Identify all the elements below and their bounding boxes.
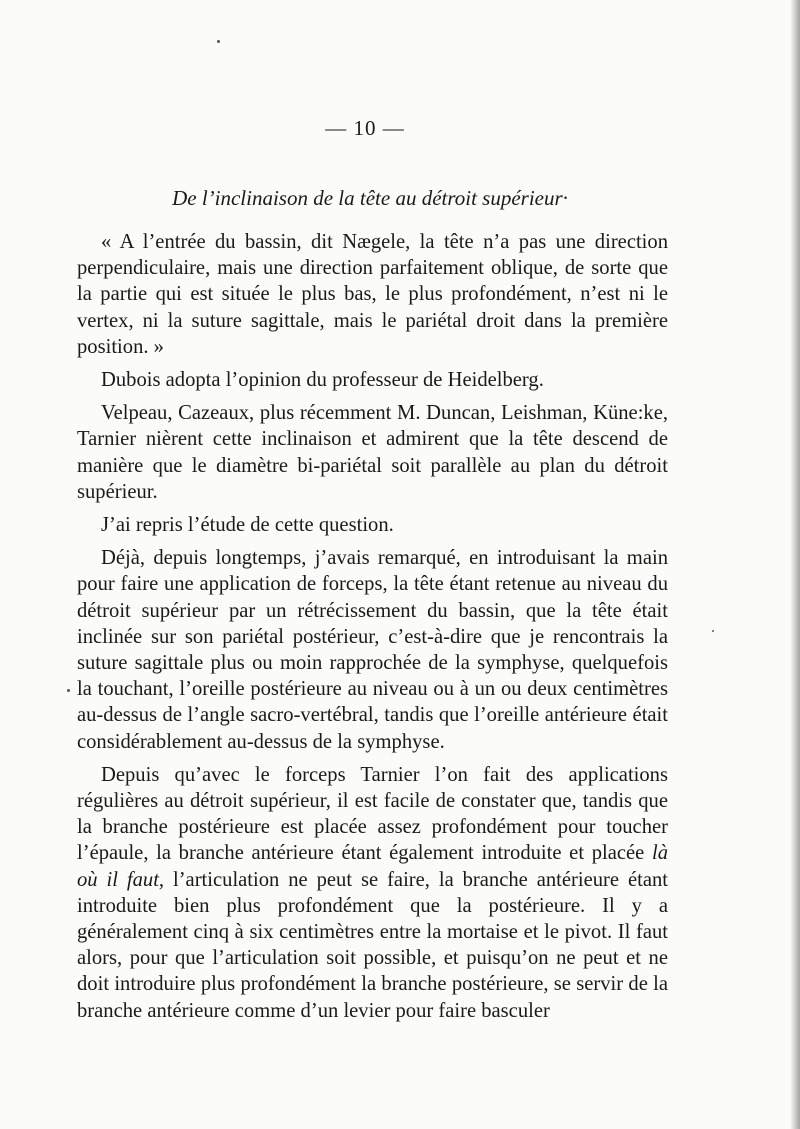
section-title: De l’inclinaison de la tête au détroit supérieur· bbox=[172, 186, 568, 210]
body-text bbox=[77, 229, 668, 1024]
scan-speck bbox=[712, 630, 714, 632]
page-edge-shadow bbox=[790, 0, 800, 1129]
scan-speck bbox=[67, 689, 70, 692]
paragraph-observation: Déjà, depuis longtemps, j’avais remarqué, en introduisant la main pour faire une application de forceps, la tête étant retenue au niveau du détroit supérieur par un rétrécissement du bassin, que la tête était inclinée sur son pariétal postérieur, c’est-à-dire que je rencontrais la suture sagittale plus ou moin rapprochée de la symphyse, quelquefois la touchant, l’oreille postérieure au niveau ou à un ou deux centimètres au-dessus de l’angle sacro-vertébral, tandis que l’oreille antérieure était considérablement au-dessus de la symphyse. bbox=[77, 547, 668, 753]
paragraph-dubois: Dubois adopta l’opinion du professeur de Heidelberg. bbox=[101, 369, 544, 392]
paragraph-forceps-emphasis: là où il faut, bbox=[77, 842, 668, 891]
paragraph-velpeau: Velpeau, Cazeaux, plus récemment M. Duncan, Leishman, Küne:ke, Tarnier nièrent cette inclinaison et admirent que la tête descend de manière que le diamètre bi-pariétal soit parallèle au plan du détroit supérieur. bbox=[77, 402, 668, 503]
paragraph-naegele-quote: « A l’entrée du bassin, dit Nægele, la tête n’a pas une direction perpendiculaire, mais une direction parfaitement oblique, de sorte que la partie qui est située le plus bas, le plus profondément, n’est ni le vertex, ni la suture sagittale, mais le pariétal droit dans la première position. » bbox=[77, 231, 668, 358]
scan-speck bbox=[217, 40, 220, 43]
paragraph-forceps-part-b: l’articulation ne peut se faire, la branche antérieure étant introduite bien plus profondément que la postérieure. Il y a généralement cinq à six centimètres entre la mortaise et le pivot. Il faut alors, pour que l’articulation soit possible, et puisqu’on ne peut et ne doit introduire plus profondément la branche postérieure, se servir de la branche antérieure comme d’un levier pour faire basculer bbox=[77, 868, 668, 1022]
paragraph-study: J’ai repris l’étude de cette question. bbox=[101, 514, 394, 537]
paragraph-forceps-part-a: Depuis qu’avec le forceps Tarnier l’on fait des applications régulières au détroit supérieur, il est facile de constater que, tandis que la branche postérieure est placée assez profondément pour toucher l’épaule, la branche antérieure étant également introduite et placée bbox=[77, 763, 668, 865]
paragraph-forceps bbox=[77, 762, 668, 1024]
page-number: — 10 — bbox=[325, 116, 405, 140]
